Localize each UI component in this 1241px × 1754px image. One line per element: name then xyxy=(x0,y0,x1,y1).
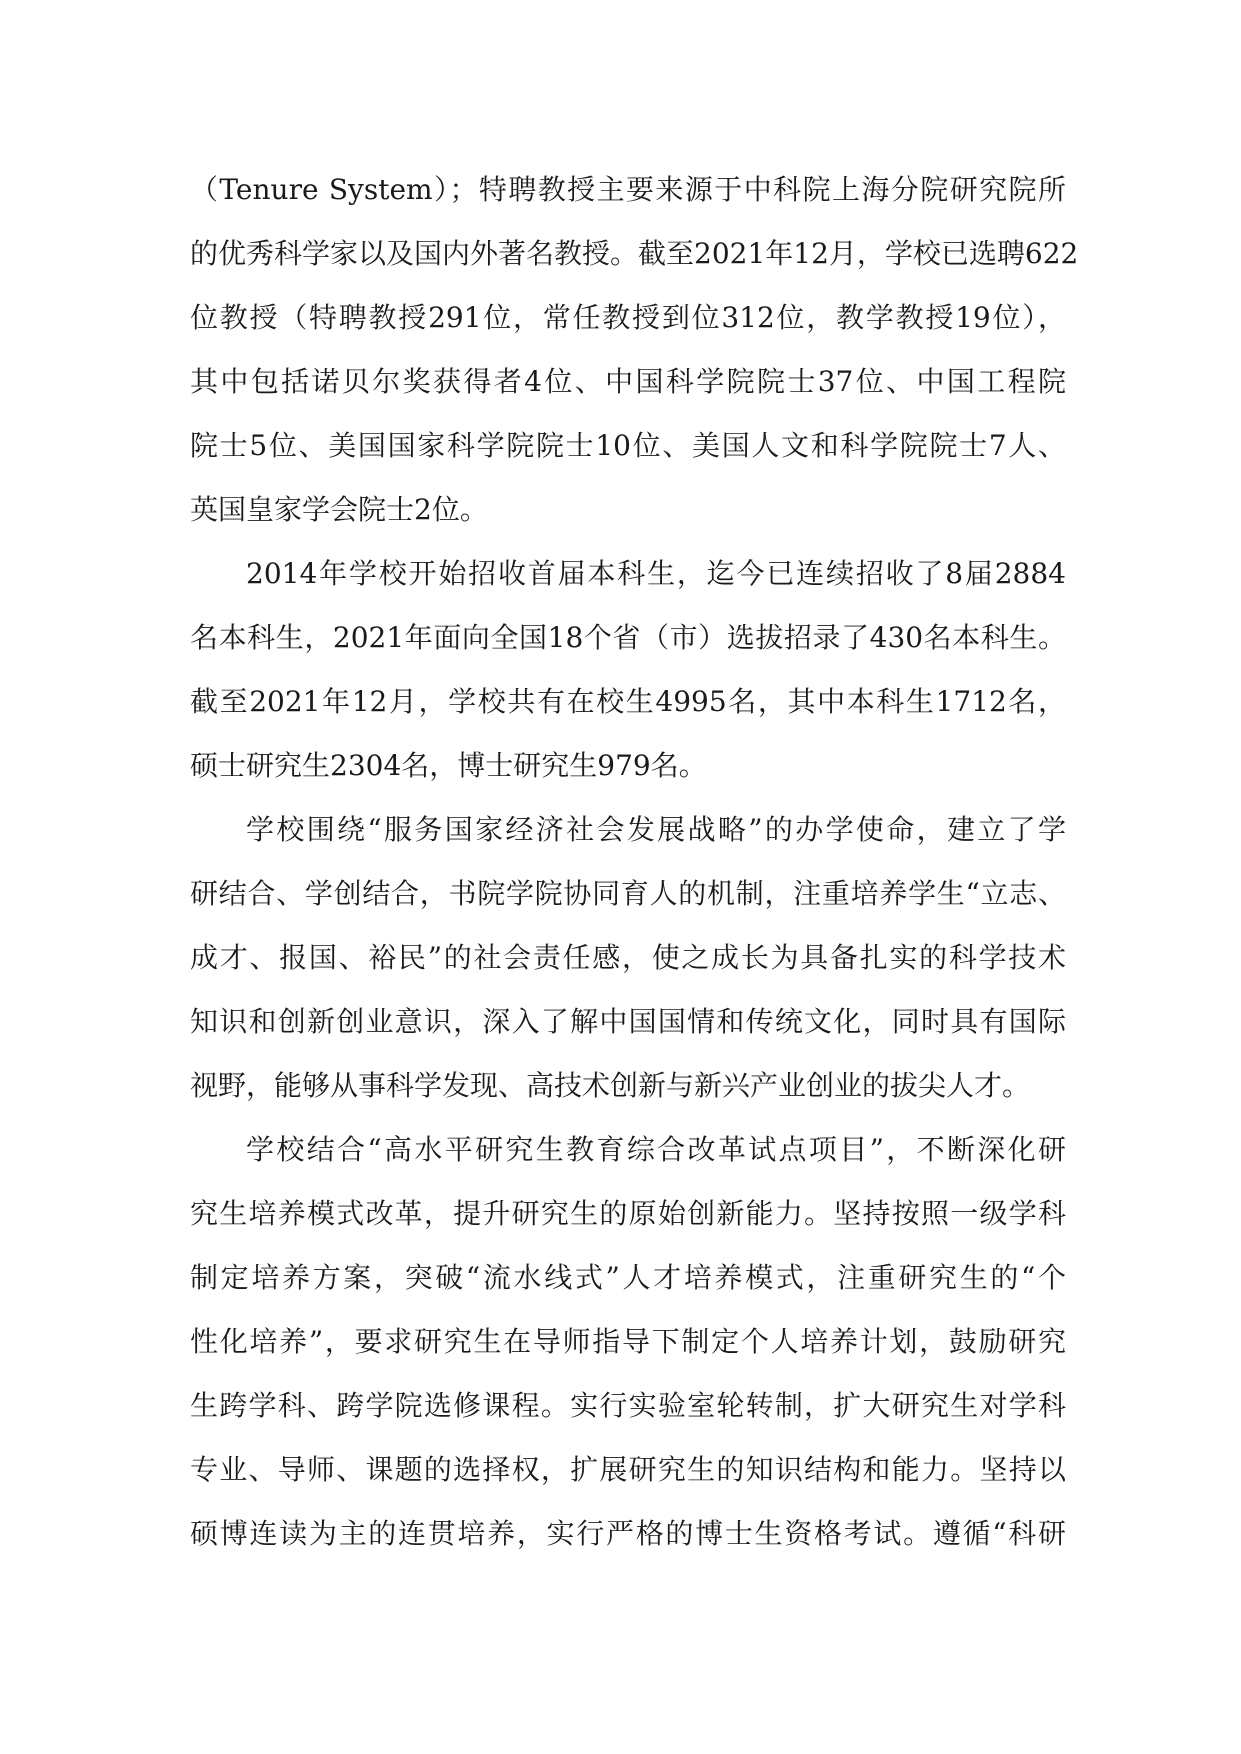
text-line: 性化培养”，要求研究生在导师指导下制定个人培养计划，鼓励研究 xyxy=(190,1325,1066,1358)
text-line: 名本科生，2021年面向全国18个省（市）选拔招录了430名本科生。 xyxy=(190,621,1066,654)
text-line: 截至2021年12月，学校共有在校生4995名，其中本科生1712名， xyxy=(190,685,1066,718)
text-line: 2014年学校开始招收首届本科生，迄今已连续招收了8届2884 xyxy=(246,557,1066,590)
text-line: 视野，能够从事科学发现、高技术创新与新兴产业创业的拔尖人才。 xyxy=(190,1069,1031,1102)
text-line: （Tenure System）；特聘教授主要来源于中科院上海分院研究院所 xyxy=(190,173,1066,206)
text-line: 其中包括诺贝尔奖获得者4位、中国科学院院士37位、中国工程院 xyxy=(190,365,1066,398)
text-line: 学校结合“高水平研究生教育综合改革试点项目”，不断深化研 xyxy=(246,1133,1066,1166)
body-text xyxy=(190,158,1079,1566)
text-line: 制定培养方案，突破“流水线式”人才培养模式，注重研究生的“个 xyxy=(190,1261,1066,1294)
text-line: 研结合、学创结合，书院学院协同育人的机制，注重培养学生“立志、 xyxy=(190,877,1066,910)
text-line: 院士5位、美国国家科学院院士10位、美国人文和科学院院士7人、 xyxy=(190,429,1066,462)
text-line: 英国皇家学会院士2位。 xyxy=(190,493,488,526)
text-line: 生跨学科、跨学院选修课程。实行实验室轮转制，扩大研究生对学科 xyxy=(190,1389,1066,1422)
text-line: 究生培养模式改革，提升研究生的原始创新能力。坚持按照一级学科 xyxy=(190,1197,1066,1230)
text-line: 的优秀科学家以及国内外著名教授。截至2021年12月，学校已选聘622 xyxy=(190,237,1079,270)
text-line: 硕士研究生2304名，博士研究生979名。 xyxy=(190,749,707,782)
text-line: 位教授（特聘教授291位，常任教授到位312位，教学教授19位）， xyxy=(190,301,1066,334)
text-line: 知识和创新创业意识，深入了解中国国情和传统文化，同时具有国际 xyxy=(190,1005,1066,1038)
text-line: 专业、导师、课题的选择权，扩展研究生的知识结构和能力。坚持以 xyxy=(190,1453,1066,1486)
text-line: 成才、报国、裕民”的社会责任感，使之成长为具备扎实的科学技术 xyxy=(190,941,1066,974)
text-line: 硕博连读为主的连贯培养，实行严格的博士生资格考试。遵循“科研 xyxy=(190,1517,1066,1550)
text-line: 学校围绕“服务国家经济社会发展战略”的办学使命，建立了学 xyxy=(246,813,1066,846)
